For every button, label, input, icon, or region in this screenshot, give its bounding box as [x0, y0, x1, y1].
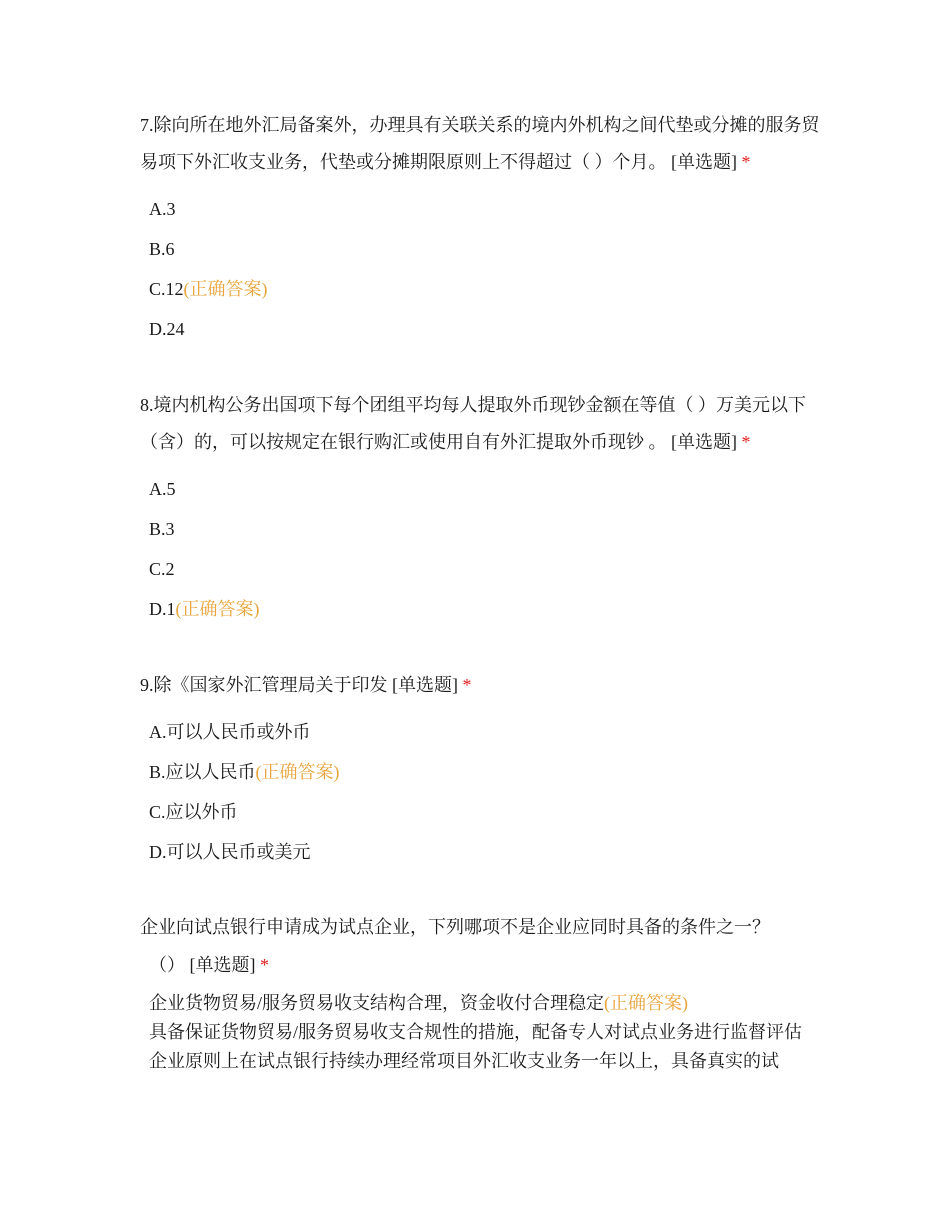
question-type-tag: [单选题]: [189, 955, 256, 975]
question-text: [140, 908, 820, 984]
question-text: [140, 107, 820, 181]
question-7: [140, 107, 820, 349]
option-list: [140, 469, 820, 629]
question-text: [140, 667, 820, 704]
question-stem: 8.境内机构公务出国项下每个团组平均每人提取外币现钞金额在等值（ ）万美元以下（含）的，可以按规定在银行购汇或使用自有外汇提取外币现钞 。: [140, 395, 806, 452]
option-a[interactable]: A.可以人民币或外币: [149, 722, 311, 742]
question-stem-blank: （）: [149, 955, 185, 975]
option-a[interactable]: A.5: [149, 479, 176, 499]
option-d[interactable]: D.1(正确答案): [149, 599, 260, 619]
question-10: [140, 908, 820, 1077]
required-marker: *: [260, 955, 269, 975]
correct-answer-note: (正确答案): [175, 599, 260, 619]
option-d[interactable]: D.24: [149, 319, 185, 339]
option-d[interactable]: D.可以人民币或美元: [149, 842, 311, 862]
option-1[interactable]: 企业货物贸易/服务贸易收支结构合理，资金收付合理稳定(正确答案): [149, 993, 688, 1013]
question-type-tag: [单选题]: [671, 432, 737, 452]
question-stem: 9.除《国家外汇管理局关于印发: [140, 675, 388, 695]
correct-answer-note: (正确答案): [183, 279, 268, 299]
question-8: [140, 387, 820, 629]
correct-answer-note: (正确答案): [255, 762, 340, 782]
option-c[interactable]: C.应以外币: [149, 802, 238, 822]
required-marker: *: [462, 675, 472, 695]
correct-answer-note: (正确答案): [604, 993, 688, 1013]
option-2[interactable]: 具备保证货物贸易/服务贸易收支合规性的措施，配备专人对试点业务进行监督评估: [149, 1022, 802, 1042]
option-b[interactable]: B.应以人民币(正确答案): [149, 762, 340, 782]
option-b[interactable]: B.3: [149, 519, 175, 539]
option-list: [140, 990, 820, 1074]
option-b[interactable]: B.6: [149, 239, 175, 259]
option-list: [140, 189, 820, 349]
question-stem: 7.除向所在地外汇局备案外，办理具有关联关系的境内外机构之间代垫或分摊的服务贸易项下外汇收支业务，代垫或分摊期限原则上不得超过（ ）个月。: [140, 115, 820, 172]
option-a[interactable]: A.3: [149, 199, 176, 219]
option-c[interactable]: C.12(正确答案): [149, 279, 268, 299]
option-c[interactable]: C.2: [149, 559, 175, 579]
required-marker: *: [741, 152, 751, 172]
question-text: [140, 387, 820, 461]
question-stem: 企业向试点银行申请成为试点企业，下列哪项不是企业应同时具备的条件之一？: [140, 917, 770, 937]
option-3[interactable]: 企业原则上在试点银行持续办理经常项目外汇收支业务一年以上，具备真实的试: [149, 1051, 779, 1071]
option-list: [140, 712, 820, 872]
required-marker: *: [741, 432, 751, 452]
question-type-tag: [单选题]: [392, 675, 458, 695]
question-type-tag: [单选题]: [671, 152, 737, 172]
question-9: [140, 667, 820, 872]
